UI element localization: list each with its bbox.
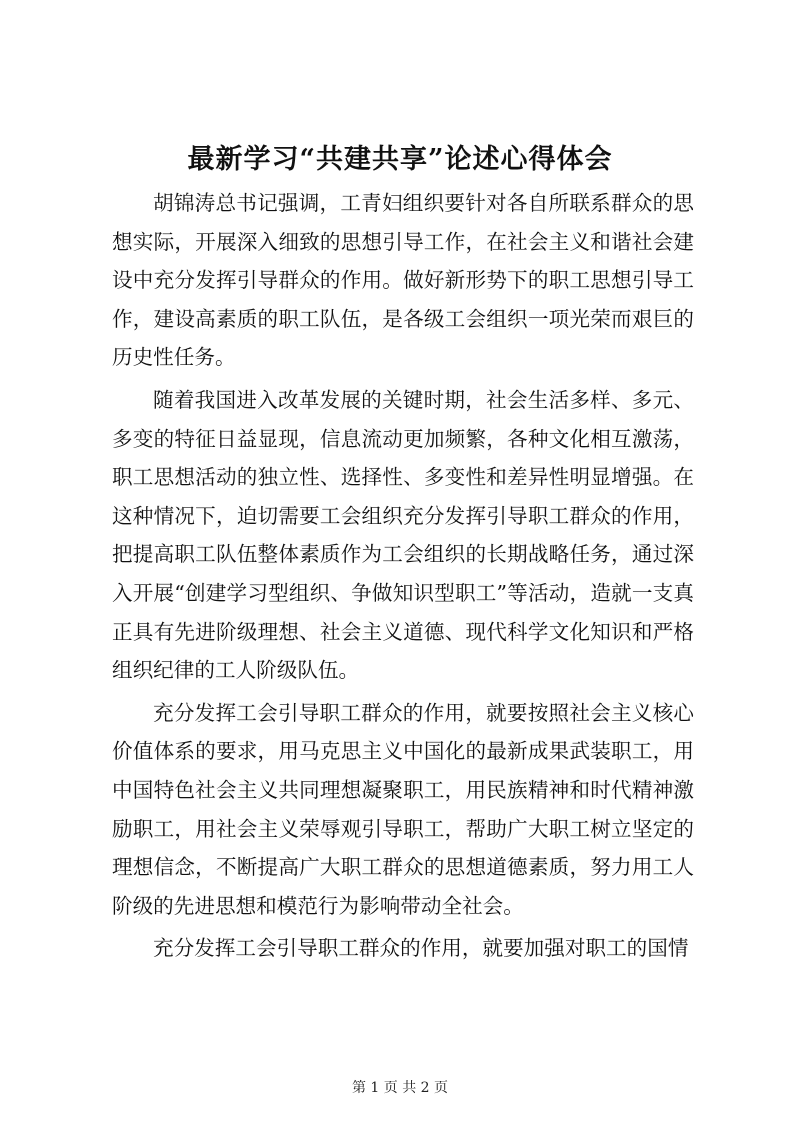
document-title: 最新学习“共建共享”论述心得体会 (187, 144, 613, 175)
paragraph: 随着我国进入改革发展的关键时期，社会生活多样、多元、多变的特征日益显现，信息流动更加频繁，各种文化相互激荡，职工思想活动的独立性、选择性、多变性和差异性明显增强。在这种情况下，迫切需要工会组织充分发挥引导职工群众的作用，把提高职工队伍整体素质作为工会组织的长期战略任务，通过深入开展“创建学习型组织、争做知识型职工”等活动，造就一支真正具有先进阶级理想、社会主义道德、现代科学文化知识和严格组织纪律的工人阶级队伍。 (112, 387, 694, 683)
paragraph: 充分发挥工会引导职工群众的作用，就要加强对职工的国情 (153, 936, 689, 961)
paragraph: 充分发挥工会引导职工群众的作用，就要按照社会主义核心价值体系的要求，用马克思主义中国化的最新成果武装职工，用中国特色社会主义共同理想凝聚职工，用民族精神和时代精神激励职工，用社会主义荣辱观引导职工，帮助广大职工树立坚定的理想信念，不断提高广大职工群众的思想道德素质，努力用工人阶级的先进思想和模范行为影响带动全社会。 (112, 700, 694, 918)
page-number-footer: 第 1 页 共 2 页 (351, 1080, 449, 1096)
paragraph: 胡锦涛总书记强调，工青妇组织要针对各自所联系群众的思想实际，开展深入细致的思想引导工作，在社会主义和谐社会建设中充分发挥引导群众的作用。做好新形势下的职工思想引导工作，建设高素质的职工队伍，是各级工会组织一项光荣而艰巨的历史性任务。 (112, 191, 694, 370)
document-body (112, 184, 694, 968)
